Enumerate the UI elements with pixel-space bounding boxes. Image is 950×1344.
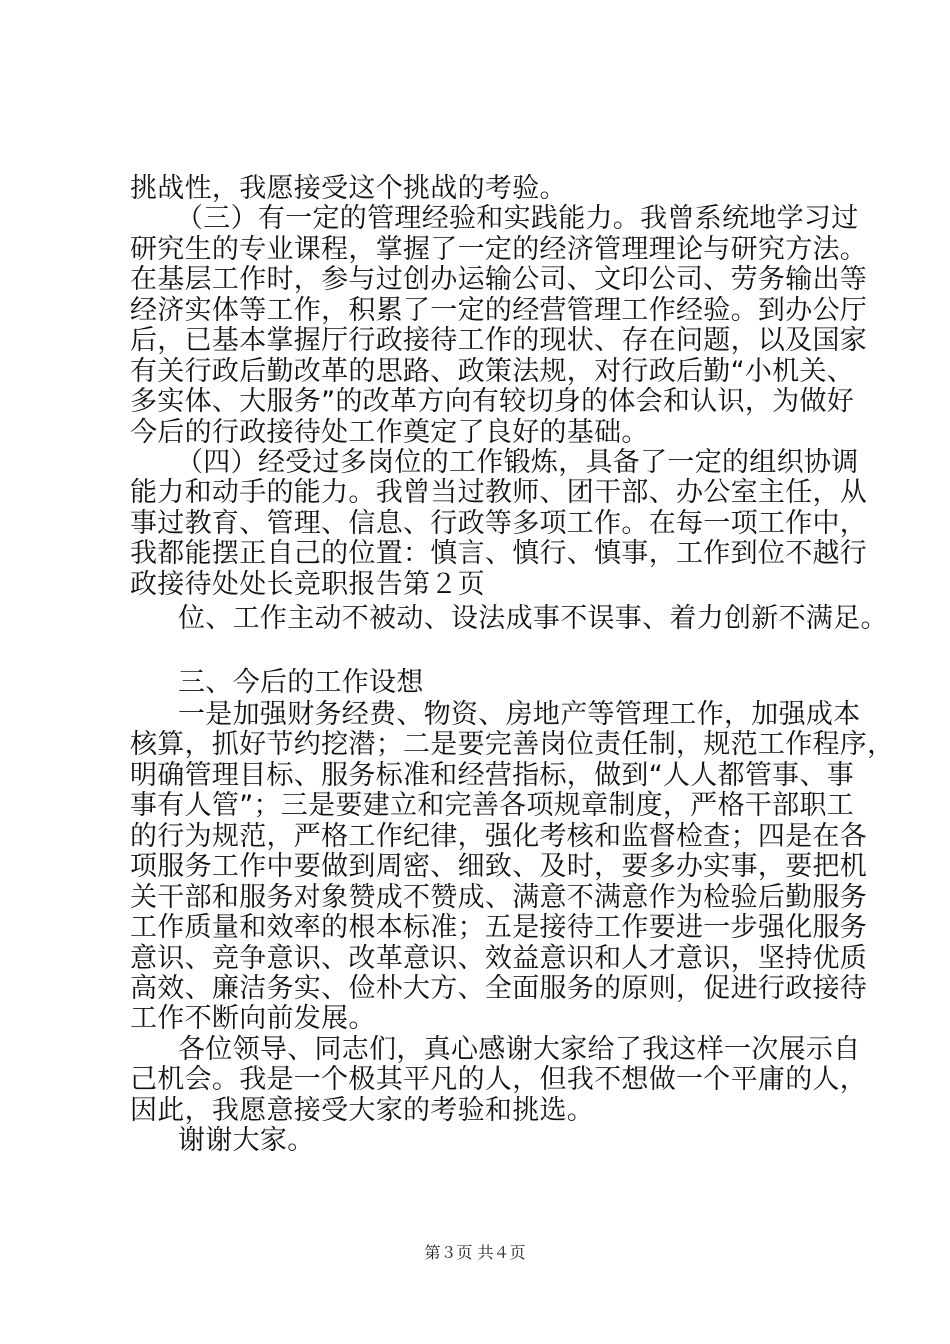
body-text-line: 有关行政后勤改革的思路、政策法规，对行政后勤“小机关、 xyxy=(130,356,855,387)
body-text-line: 各位领导、同志们，真心感谢大家给了我这样一次展示自 xyxy=(178,1034,861,1065)
section-heading: 三、今后的工作设想 xyxy=(178,667,424,698)
body-text-line: 多实体、大服务”的改革方向有较切身的体会和认识，为做好 xyxy=(130,386,855,417)
body-text-line: 己机会。我是一个极其平凡的人，但我不想做一个平庸的人， xyxy=(130,1064,868,1095)
body-text-line: 今后的行政接待处工作奠定了良好的基础。 xyxy=(130,417,649,448)
body-text-line: 的行为规范，严格工作纪律，强化考核和监督检查；四是在各 xyxy=(130,821,868,852)
body-text-line: 位、工作主动不被动、设法成事不误事、着力创新不满足。 xyxy=(178,603,888,634)
body-text-line: 在基层工作时，参与过创办运输公司、文印公司、劳务输出等 xyxy=(130,264,868,295)
body-text-line: 因此，我愿意接受大家的考验和挑选。 xyxy=(130,1095,595,1126)
body-text-line: 高效、廉洁务实、俭朴大方、全面服务的原则，促进行政接待 xyxy=(130,973,868,1004)
body-text-line: 一是加强财务经费、物资、房地产等管理工作，加强成本 xyxy=(178,699,861,730)
body-text-line: 关干部和服务对象赞成不赞成、满意不满意作为检验后勤服务 xyxy=(130,882,868,913)
body-text-line: 我都能摆正自己的位置：慎言、慎行、慎事，工作到位不越行 xyxy=(130,538,868,569)
body-text-line: 研究生的专业课程，掌握了一定的经济管理理论与研究方法。 xyxy=(130,234,868,265)
body-text-line: （三）有一定的管理经验和实践能力。我曾系统地学习过 xyxy=(176,203,859,234)
body-text-line: 事过教育、管理、信息、行政等多项工作。在每一项工作中， xyxy=(130,508,868,539)
body-text-line: 挑战性，我愿接受这个挑战的考验。 xyxy=(130,173,567,204)
body-text-line: 项服务工作中要做到周密、细致、及时，要多办实事，要把机 xyxy=(130,851,868,882)
body-text-line: 谢谢大家。 xyxy=(178,1125,315,1156)
page-footer: 第３页 共４页 xyxy=(424,1243,526,1262)
body-text-line: 政接待处处长竞职报告第２页 xyxy=(130,569,485,600)
body-text-line: 经济实体等工作，积累了一定的经营管理工作经验。到办公厅 xyxy=(130,295,868,326)
body-text-line: 事有人管”；三是要建立和完善各项规章制度，严格干部职工 xyxy=(130,790,855,821)
body-text-line: 意识、竞争意识、改革意识、效益意识和人才意识，坚持优质 xyxy=(130,943,868,974)
body-text-line: （四）经受过多岗位的工作锻炼，具备了一定的组织协调 xyxy=(176,447,859,478)
body-text-line: 工作不断向前发展。 xyxy=(130,1003,376,1034)
body-text-line: 能力和动手的能力。我曾当过教师、团干部、办公室主任，从 xyxy=(130,477,868,508)
body-text-line: 明确管理目标、服务标准和经营指标，做到“人人都管事、事 xyxy=(130,760,855,791)
body-text-line: 后，已基本掌握厅行政接待工作的现状、存在问题，以及国家 xyxy=(130,325,868,356)
body-text-line: 核算，抓好节约挖潜；二是要完善岗位责任制，规范工作程序， xyxy=(130,729,895,760)
body-text-line: 工作质量和效率的根本标准；五是接待工作要进一步强化服务 xyxy=(130,912,868,943)
